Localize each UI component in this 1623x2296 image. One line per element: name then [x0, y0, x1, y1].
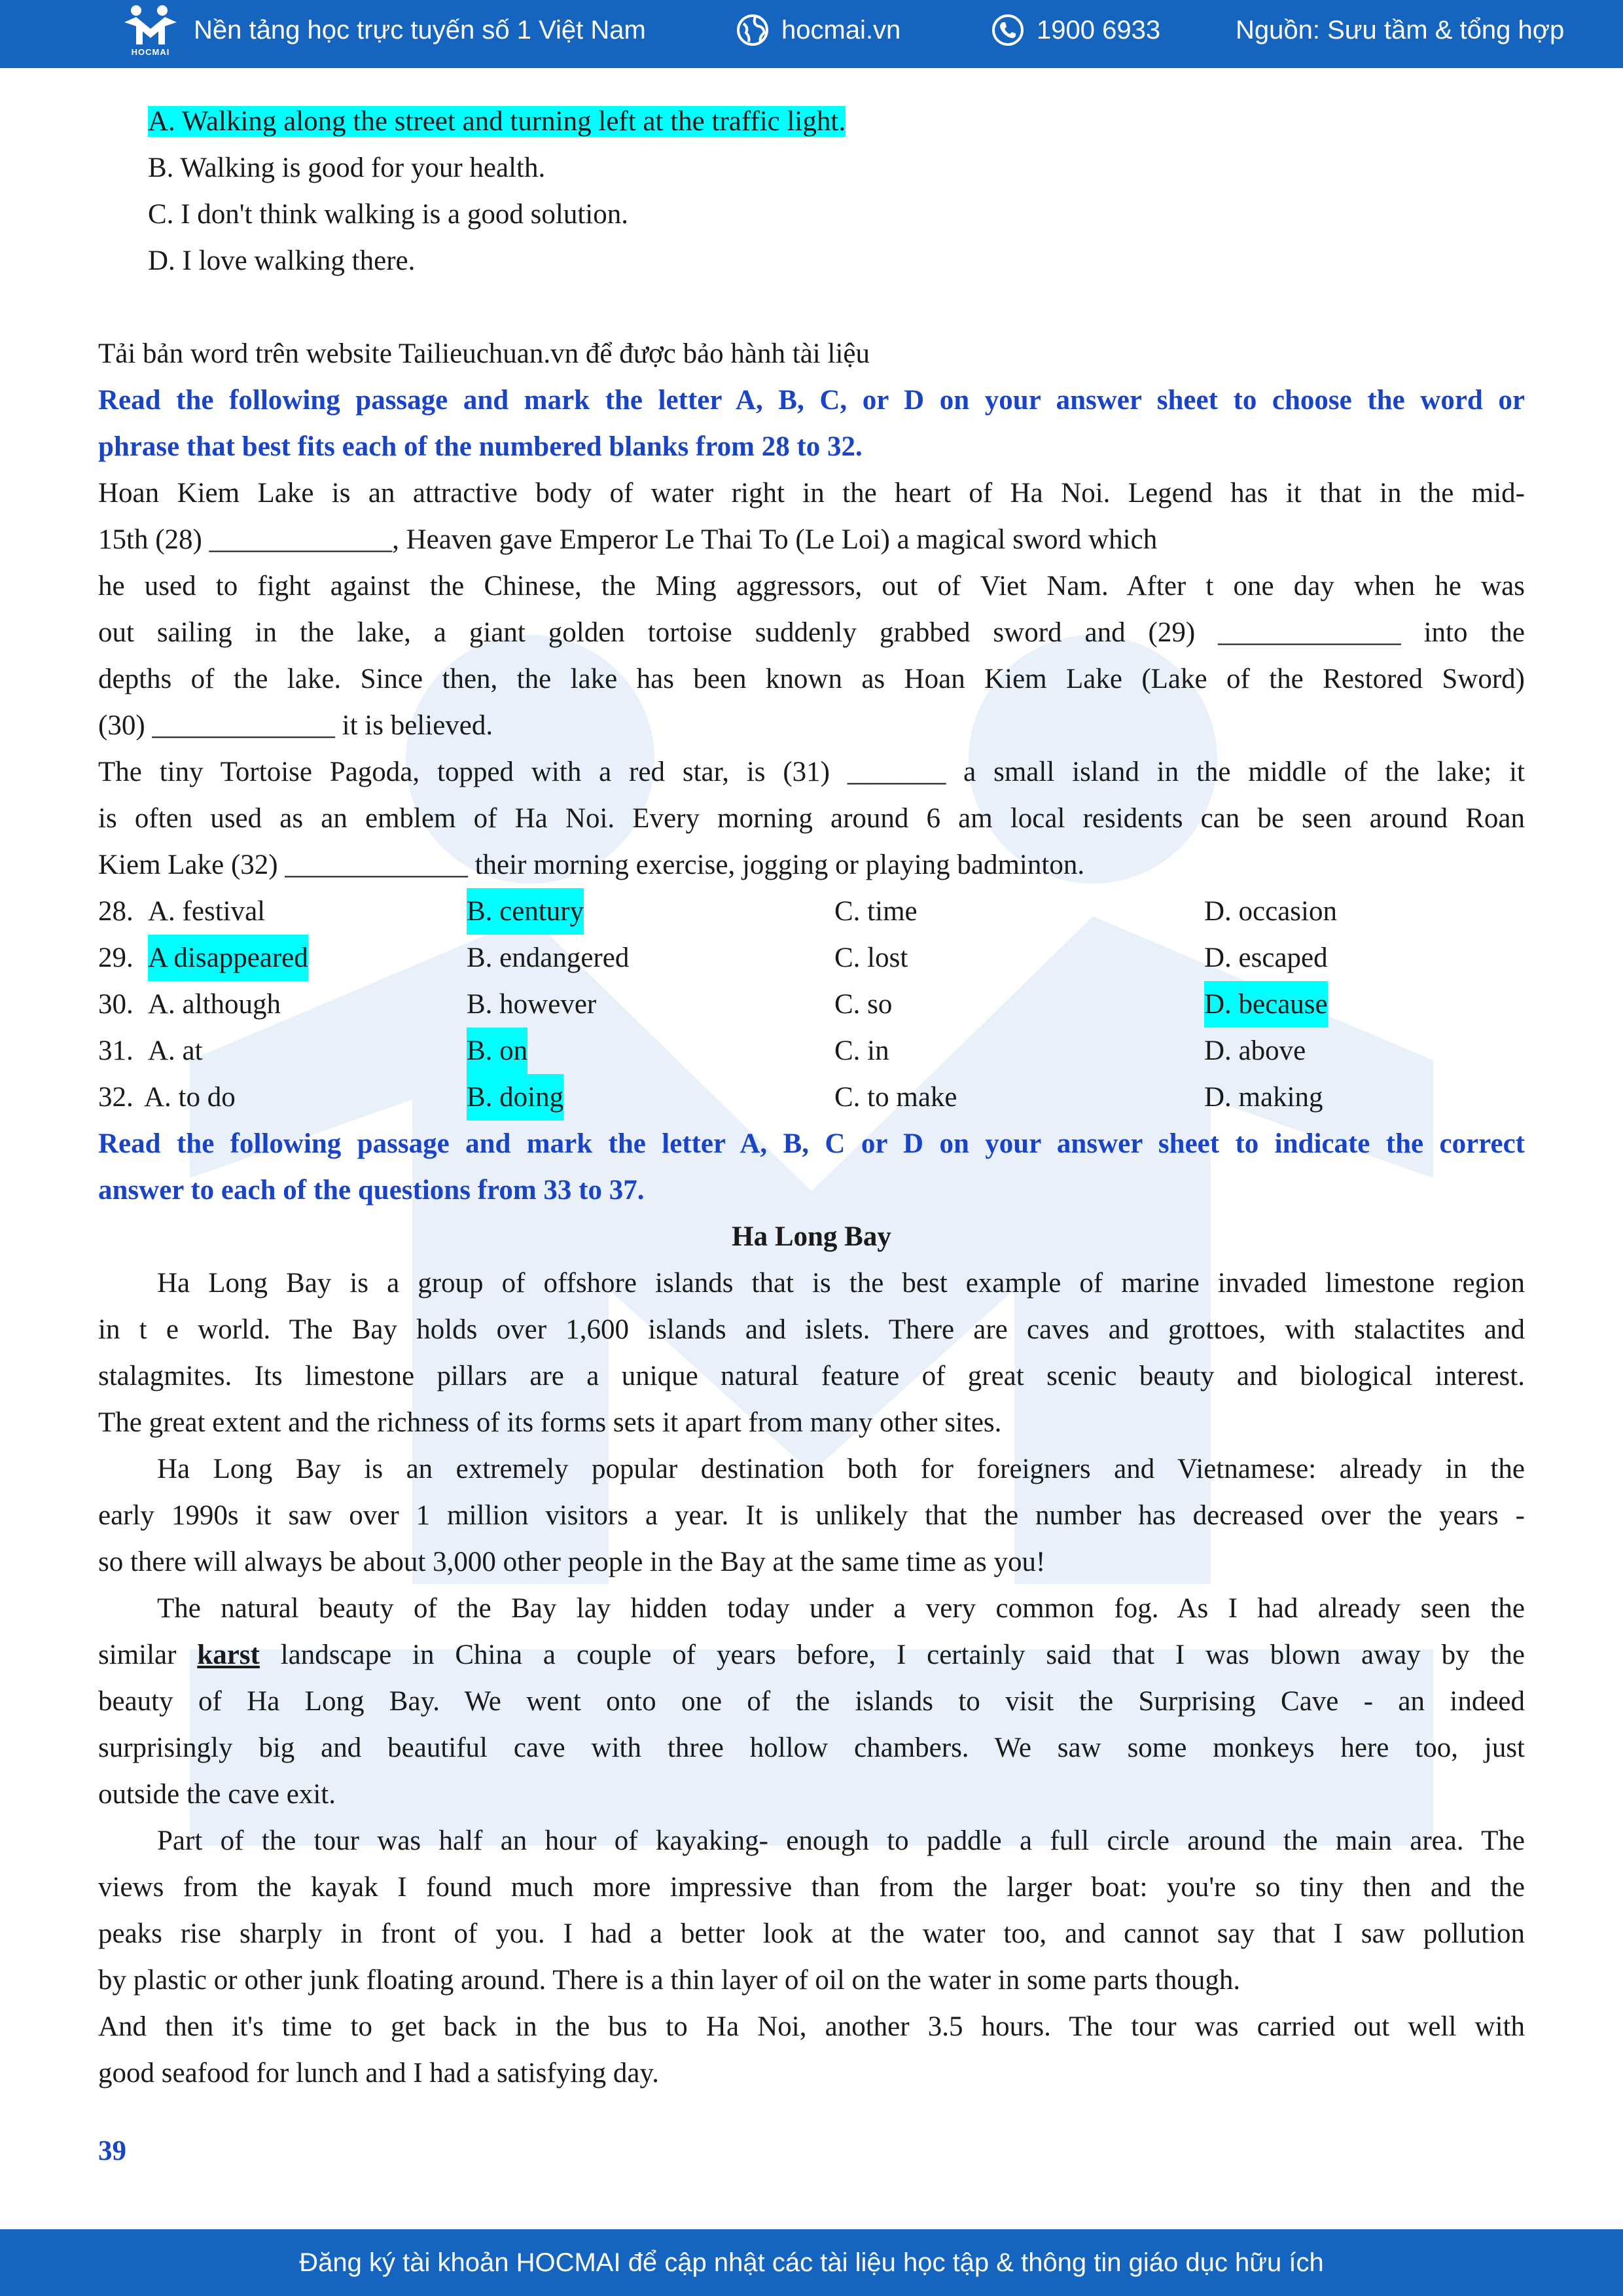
header-slogan: Nền tảng học trực tuyến số 1 Việt Nam — [194, 15, 646, 45]
prev-option-a: A. Walking along the street and turning left at the traffic light. — [148, 106, 846, 137]
passage-2-line: Part of the tour was half an hour of kayaking- enough to paddle a full circle around the main area. The — [157, 1825, 1525, 1856]
passage-1-line: (30) _____________ it is believed. — [98, 710, 493, 741]
passage-2-line: in t e world. The Bay holds over 1,600 islands and islets. There are caves and grottoes, with stalactites and — [98, 1314, 1525, 1345]
passage-1-line: depths of the lake. Since then, the lake has been known as Hoan Kiem Lake (Lake of the Restored Sword) — [98, 664, 1525, 694]
karst-word: karst — [197, 1640, 260, 1670]
passage-1-line: Hoan Kiem Lake is an attractive body of water right in the heart of Ha Noi. Legend has it that in the mid- — [98, 478, 1525, 509]
instruction-2-line-2: answer to each of the questions from 33 to 37. — [98, 1175, 645, 1206]
header-phone[interactable] — [991, 0, 1160, 60]
option-b-answer: B. doing — [467, 1074, 563, 1121]
option-c: C. lost — [834, 942, 908, 973]
passage-2-line: good seafood for lunch and I had a satisfying day. — [98, 2058, 659, 2089]
question-number: 31. — [98, 1035, 134, 1066]
question-31 — [98, 1028, 1525, 1074]
passage-1-line: is often used as an emblem of Ha Noi. Every morning around 6 am local residents can be seen around Roan — [98, 803, 1525, 834]
option-a: A. at — [148, 1035, 203, 1066]
option-c: C. in — [834, 1035, 889, 1066]
footer-bar — [0, 2229, 1623, 2296]
instruction-1-line-1: Read the following passage and mark the letter A, B, C, or D on your answer sheet to choose the word or — [98, 385, 1525, 416]
header-source: Nguồn: Sưu tầm & tổng hợp — [1236, 15, 1565, 45]
passage-2-title: Ha Long Bay — [732, 1221, 891, 1252]
question-number: 30. — [98, 989, 134, 1020]
passage-2-line: Ha Long Bay is an extremely popular destination both for foreigners and Vietnamese: already in the — [157, 1454, 1525, 1484]
passage-2-line: Ha Long Bay is a group of offshore islands that is the best example of marine invaded limestone region — [157, 1268, 1525, 1299]
option-a: A. festival — [148, 896, 266, 927]
prev-option-d: D. I love walking there. — [148, 245, 416, 276]
option-a: A. to do — [144, 1082, 236, 1113]
option-d: D. escaped — [1204, 942, 1328, 973]
page-number: 39 — [98, 2136, 126, 2166]
passage-2-line: The great extent and the richness of its forms sets it apart from many other sites. — [98, 1407, 1002, 1438]
option-c: C. time — [834, 896, 918, 927]
passage-2-line: And then it's time to get back in the bus to Ha Noi, another 3.5 hours. The tour was carried out well with — [98, 2011, 1525, 2042]
question-number: 28. — [98, 896, 134, 927]
logo-text: HOCMAI — [131, 47, 170, 57]
passage-2-line: outside the cave exit. — [98, 1779, 336, 1810]
header-bar — [0, 0, 1623, 68]
instruction-2-line-1: Read the following passage and mark the letter A, B, C or D on your answer sheet to indicate the correct — [98, 1128, 1525, 1159]
passage-2-line: The natural beauty of the Bay lay hidden today under a very common fog. As I had already seen the — [157, 1593, 1525, 1624]
prev-option-b: B. Walking is good for your health. — [148, 152, 546, 183]
passage-2-line: beauty of Ha Long Bay. We went onto one of the islands to visit the Surprising Cave - an indeed — [98, 1686, 1525, 1717]
option-a-answer: A disappeared — [148, 935, 308, 981]
download-note: Tải bản word trên website Tailieuchuan.vn để được bảo hành tài liệu — [98, 338, 870, 369]
question-number: 29. — [98, 942, 134, 973]
passage-2-line: similar karst landscape in China a couple of years before, I certainly said that I was blown away by the — [98, 1640, 1525, 1670]
option-a: A. although — [148, 989, 281, 1020]
phone-text: 1900 6933 — [1037, 15, 1161, 45]
globe-icon — [736, 13, 770, 47]
passage-1-line: Kiem Lake (32) _____________ their morning exercise, jogging or playing badminton. — [98, 850, 1085, 880]
passage-2-line: surprisingly big and beautiful cave with three hollow chambers. We saw some monkeys here too, just — [98, 1732, 1525, 1763]
question-28 — [98, 888, 1525, 935]
footer-text: Đăng ký tài khoản HOCMAI để cập nhật các tài liệu học tập & thông tin giáo dục hữu ích — [299, 2248, 1324, 2277]
passage-2-line: by plastic or other junk floating around. There is a thin layer of oil on the water in some parts though. — [98, 1965, 1241, 1996]
option-b-answer: B. century — [467, 888, 584, 935]
header-website[interactable] — [736, 0, 901, 60]
passage-2-line: early 1990s it saw over 1 million visitors a year. It is unlikely that the number has decreased over the years - — [98, 1500, 1525, 1531]
option-b: B. however — [467, 989, 597, 1020]
option-b-answer: B. on — [467, 1028, 527, 1074]
passage-1-line: he used to fight against the Chinese, the Ming aggressors, out of Viet Nam. After t one day when he was — [98, 571, 1525, 601]
option-d: D. occasion — [1204, 896, 1337, 927]
prev-option-c: C. I don't think walking is a good solution. — [148, 199, 628, 230]
option-b: B. endangered — [467, 942, 630, 973]
instruction-1-line-2: phrase that best fits each of the numbered blanks from 28 to 32. — [98, 431, 863, 462]
question-number: 32. — [98, 1082, 134, 1113]
passage-2-line: views from the kayak I found much more impressive than from the larger boat: you're so tiny then and the — [98, 1872, 1525, 1903]
question-32 — [98, 1074, 1525, 1121]
phone-icon — [991, 13, 1025, 47]
passage-1-line: 15th (28) _____________, Heaven gave Emperor Le Thai To (Le Loi) a magical sword which — [98, 524, 1158, 555]
question-30 — [98, 981, 1525, 1028]
passage-1-line: The tiny Tortoise Pagoda, topped with a red star, is (31) _______ a small island in the middle of the lake; it — [98, 757, 1525, 787]
document-body — [98, 98, 1525, 2096]
option-d-answer: D. because — [1204, 981, 1328, 1028]
passage-2-line: so there will always be about 3,000 other people in the Bay at the same time as you! — [98, 1547, 1046, 1577]
option-c: C. to make — [834, 1082, 957, 1113]
website-text: hocmai.vn — [781, 15, 901, 45]
question-29 — [98, 935, 1525, 981]
option-d: D. making — [1204, 1082, 1323, 1113]
option-c: C. so — [834, 989, 893, 1020]
option-d: D. above — [1204, 1035, 1306, 1066]
passage-2-line: stalagmites. Its limestone pillars are a unique natural feature of great scenic beauty and biological interest. — [98, 1361, 1525, 1391]
passage-1-line: out sailing in the lake, a giant golden tortoise suddenly grabbed sword and (29) _____________ into the — [98, 617, 1525, 648]
passage-2-line: peaks rise sharply in front of you. I had a better look at the water too, and cannot say that I saw pollution — [98, 1918, 1525, 1949]
